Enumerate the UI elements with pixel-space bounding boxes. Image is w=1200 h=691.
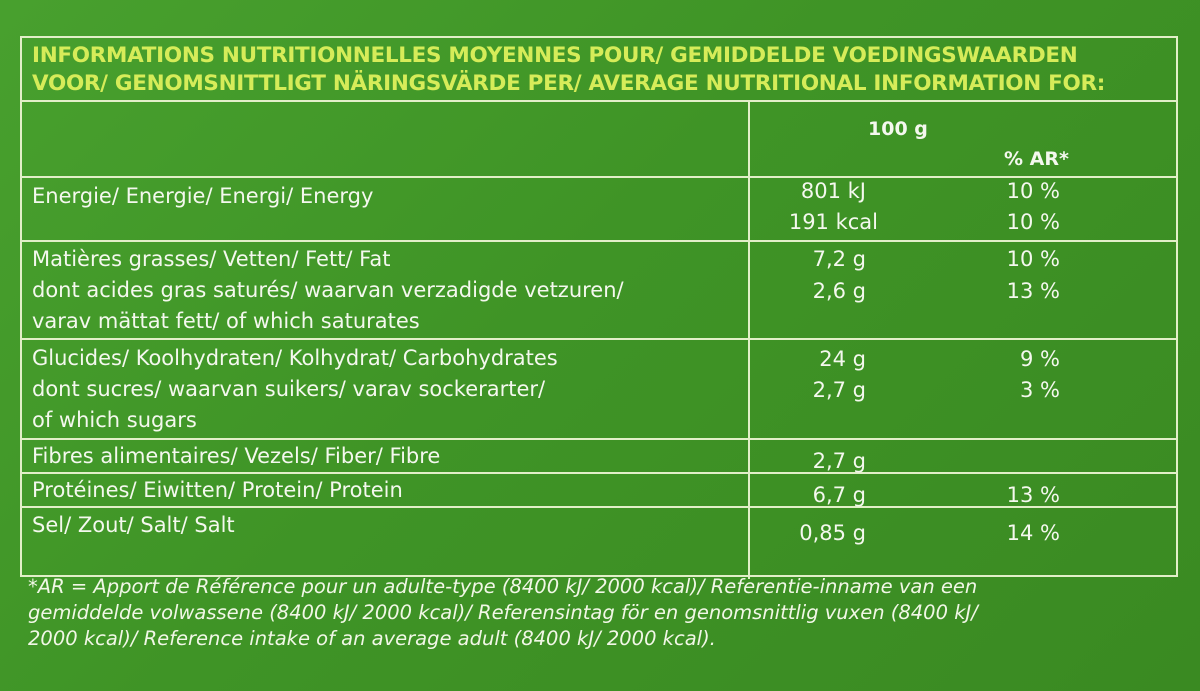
footnote-line-3: 2000 kcal)/ Reference intake of an average adult (8400 kJ/ 2000 kcal).	[28, 627, 716, 650]
fibre-value: 2,7 g	[812, 449, 866, 473]
saturates-label-line-1: dont acides gras saturés/ waarvan verzadigde vetzuren/	[32, 278, 624, 302]
saturates-ar: 13 %	[1006, 279, 1060, 303]
salt-value: 0,85 g	[799, 521, 866, 545]
footnote-line-1: *AR = Apport de Référence pour un adulte-type (8400 kJ/ 2000 kcal)/ Referentie-inname van een	[28, 575, 978, 598]
salt-ar: 14 %	[1006, 521, 1060, 545]
column-header-per-100g: 100 g	[868, 118, 928, 140]
row-divider	[22, 438, 1176, 440]
sugars-label-line-2: of which sugars	[32, 408, 197, 432]
salt-label: Sel/ Zout/ Salt/ Salt	[32, 513, 235, 537]
protein-ar: 13 %	[1006, 483, 1060, 507]
row-divider	[22, 506, 1176, 508]
sugars-ar: 3 %	[1020, 378, 1060, 402]
sugars-value: 2,7 g	[812, 378, 866, 402]
row-divider	[22, 240, 1176, 242]
row-divider	[22, 176, 1176, 178]
energy-kcal-ar: 10 %	[1006, 210, 1060, 234]
energy-kj-ar: 10 %	[1006, 179, 1060, 203]
fibre-label: Fibres alimentaires/ Vezels/ Fiber/ Fibre	[32, 444, 441, 468]
footnote-line-2: gemiddelde volwassene (8400 kJ/ 2000 kcal)/ Referensintag för en genomsnittlig vuxen (8400 kJ/	[28, 601, 978, 624]
energy-kcal-value: 191 kcal	[788, 210, 878, 234]
column-header-ar: % AR*	[1004, 148, 1069, 170]
row-divider	[22, 338, 1176, 340]
carbohydrates-ar: 9 %	[1020, 347, 1060, 371]
fat-label: Matières grasses/ Vetten/ Fett/ Fat	[32, 247, 391, 271]
energy-kj-value: 801 kJ	[800, 179, 866, 203]
reference-intake-footnote	[28, 574, 1193, 652]
protein-value: 6,7 g	[812, 483, 866, 507]
fat-ar: 10 %	[1006, 247, 1060, 271]
carbohydrates-label: Glucides/ Koolhydraten/ Kolhydrat/ Carbohydrates	[32, 346, 558, 370]
protein-label: Protéines/ Eiwitten/ Protein/ Protein	[32, 478, 403, 502]
saturates-value: 2,6 g	[812, 279, 866, 303]
heading-line-2: VOOR/ GENOMSNITTLIGT NÄRINGSVÄRDE PER/ AVERAGE NUTRITIONAL INFORMATION FOR:	[32, 71, 1106, 96]
heading-line-1: INFORMATIONS NUTRITIONNELLES MOYENNES POUR/ GEMIDDELDE VOEDINGSWAARDEN	[32, 43, 1078, 68]
saturates-label-line-2: varav mättat fett/ of which saturates	[32, 309, 420, 333]
sugars-label-line-1: dont sucres/ waarvan suikers/ varav sockerarter/	[32, 377, 546, 401]
table-heading	[22, 38, 1176, 102]
nutrition-table	[20, 36, 1178, 577]
energy-label: Energie/ Energie/ Energi/ Energy	[32, 184, 374, 208]
carbohydrates-value: 24 g	[819, 347, 866, 371]
row-divider	[22, 472, 1176, 474]
fat-value: 7,2 g	[812, 247, 866, 271]
